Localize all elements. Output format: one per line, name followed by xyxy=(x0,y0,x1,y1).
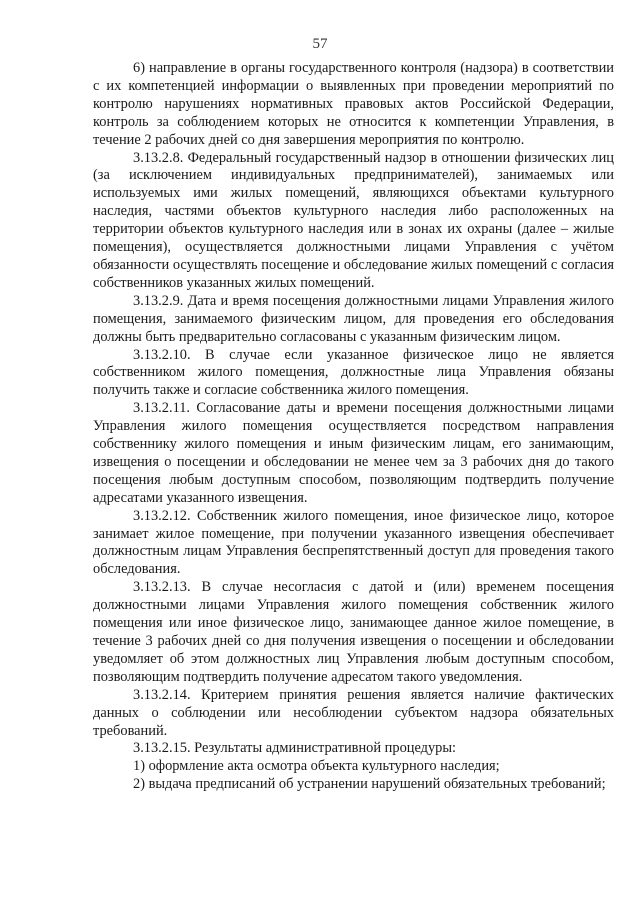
paragraph-3-13-2-10: 3.13.2.10. В случае если указанное физическое лицо не является собственником жилого помещения, должностные лица Управления обязаны получить также и согласие собственника жилого помещения. xyxy=(93,346,614,399)
list-item-1: 1) оформление акта осмотра объекта культурного наследия; xyxy=(133,758,500,775)
list-item-2: 2) выдача предписаний об устранении нарушений обязательных требований; xyxy=(133,776,606,793)
paragraph-3-13-2-9: 3.13.2.9. Дата и время посещения должностными лицами Управления жилого помещения, занимаемого физическим лицом, для проведения его обследования должны быть предварительно согласованы с указанным физическим лицом. xyxy=(93,292,614,345)
paragraph-3-13-2-12: 3.13.2.12. Собственник жилого помещения, иное физическое лицо, которое занимает жилое помещение, при получении указанного извещения обеспечивает должностным лицам Управления беспрепятственный доступ для проведения такого обследования. xyxy=(93,507,614,578)
paragraph-3-13-2-13: 3.13.2.13. В случае несогласия с датой и (или) временем посещения должностными лицами Управления жилого помещения собственник жилого помещения или иное физическое лицо, занимающее данное жилое помещение, в течение 3 рабочих дней со дня получения извещения о посещении и обследовании уведомляет об этом должностных лиц Управления любым доступным способом, позволяющим подтвердить получение адресатом такого уведомления. xyxy=(93,579,614,685)
paragraph-3-13-2-8: 3.13.2.8. Федеральный государственный надзор в отношении физических лиц (за исключением индивидуальных предпринимателей), занимаемых или используемых ими жилых помещений, являющихся объектами культурного наследия, частями объектов культурного наследия либо расположенных на территории объектов культурного наследия или в зонах их охраны (далее – жилые помещения), осуществляется должностными лицами Управления с учётом обязанности осуществлять посещение и обследование жилых помещений с согласия собственников указанных жилых помещений. xyxy=(93,149,614,291)
page-number: 57 xyxy=(312,36,328,52)
paragraph-3-13-2-14: 3.13.2.14. Критерием принятия решения является наличие фактических данных о соблюдении или несоблюдении субъектом надзора обязательных требований. xyxy=(93,686,614,739)
paragraph-3-13-2-15: 3.13.2.15. Результаты административной процедуры: xyxy=(133,740,457,757)
document-body xyxy=(93,60,614,794)
paragraph-item-6: 6) направление в органы государственного контроля (надзора) в соответствии с их компетенцией информации о выявленных при проведении мероприятий по контролю нарушениях нормативных правовых актов Российской Федерации, контроль за соблюдением которых не относится к компетенции Управления, в течение 2 рабочих дней со дня завершения мероприятия по контролю. xyxy=(93,60,614,148)
paragraph-3-13-2-11: 3.13.2.11. Согласование даты и времени посещения должностными лицами Управления жилого помещения осуществляется посредством направления собственнику жилого помещения и иным физическим лицам, его занимающим, извещения о посещении и обследовании не менее чем за 3 рабочих дня до такого посещения любым доступным способом, позволяющим подтвердить получение адресатами указанного извещения. xyxy=(93,400,614,506)
